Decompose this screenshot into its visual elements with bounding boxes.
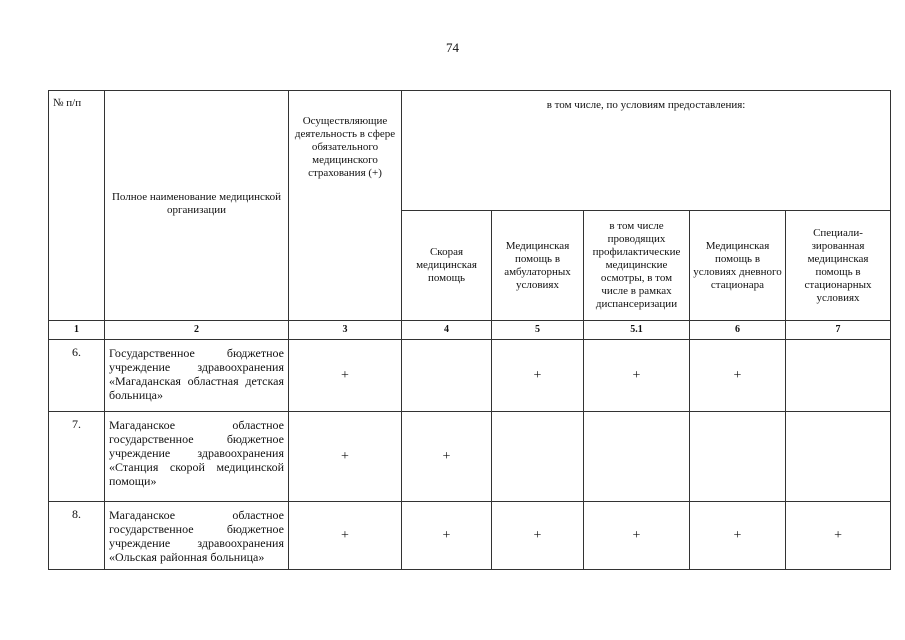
column-number: 7 [786, 321, 891, 339]
column-numbers-row [49, 321, 891, 339]
ambulance-mark: + [402, 501, 492, 569]
row-number: 6. [49, 339, 105, 411]
header-preventive-exams: в том числе проводящих профилактические медицинские осмотры, в том числе в рамках диспансеризации [584, 211, 690, 321]
column-number: 5 [492, 321, 584, 339]
column-number: 1 [49, 321, 105, 339]
day-hospital-mark [690, 411, 786, 501]
column-number: 3 [289, 321, 402, 339]
header-num: № п/п [49, 91, 105, 321]
medical-organizations-table [48, 90, 891, 570]
header-oms: Осуществляющие деятельность в сфере обязательного медицинского страхования (+) [289, 91, 402, 321]
header-outpatient: Медицинская помощь в амбулаторных условиях [492, 211, 584, 321]
inpatient-mark [786, 411, 891, 501]
oms-mark: + [289, 411, 402, 501]
table-row [49, 501, 891, 569]
column-number: 5.1 [584, 321, 690, 339]
page-number: 74 [446, 40, 459, 55]
medical-organizations-table-wrap [48, 90, 890, 570]
oms-mark: + [289, 339, 402, 411]
column-number: 2 [105, 321, 289, 339]
oms-mark: + [289, 501, 402, 569]
header-inpatient: Специали-зированная медицинская помощь в стационарных условиях [786, 211, 891, 321]
preventive-mark [584, 411, 690, 501]
ambulance-mark [402, 339, 492, 411]
table-row [49, 411, 891, 501]
header-day-hospital: Медицинская помощь в условиях дневного стационара [690, 211, 786, 321]
header-org-name: Полное наименование медицинской организации [105, 91, 289, 321]
header-provision-conditions: в том числе, по условиям предоставления: [402, 91, 891, 211]
column-number: 4 [402, 321, 492, 339]
header-row-top [49, 91, 891, 211]
day-hospital-mark: + [690, 501, 786, 569]
preventive-mark: + [584, 339, 690, 411]
inpatient-mark: + [786, 501, 891, 569]
outpatient-mark [492, 411, 584, 501]
org-name: Государственное бюджетное учреждение здравоохранения «Магаданская областная детская больница» [105, 339, 289, 411]
table-row [49, 339, 891, 411]
column-number: 6 [690, 321, 786, 339]
day-hospital-mark: + [690, 339, 786, 411]
inpatient-mark [786, 339, 891, 411]
row-number: 7. [49, 411, 105, 501]
outpatient-mark: + [492, 501, 584, 569]
org-name: Магаданское областное государственное бюджетное учреждение здравоохранения «Ольская районная больница» [105, 501, 289, 569]
org-name: Магаданское областное государственное бюджетное учреждение здравоохранения «Станция скорой медицинской помощи» [105, 411, 289, 501]
ambulance-mark: + [402, 411, 492, 501]
header-ambulance: Скорая медицинская помощь [402, 211, 492, 321]
preventive-mark: + [584, 501, 690, 569]
row-number: 8. [49, 501, 105, 569]
outpatient-mark: + [492, 339, 584, 411]
